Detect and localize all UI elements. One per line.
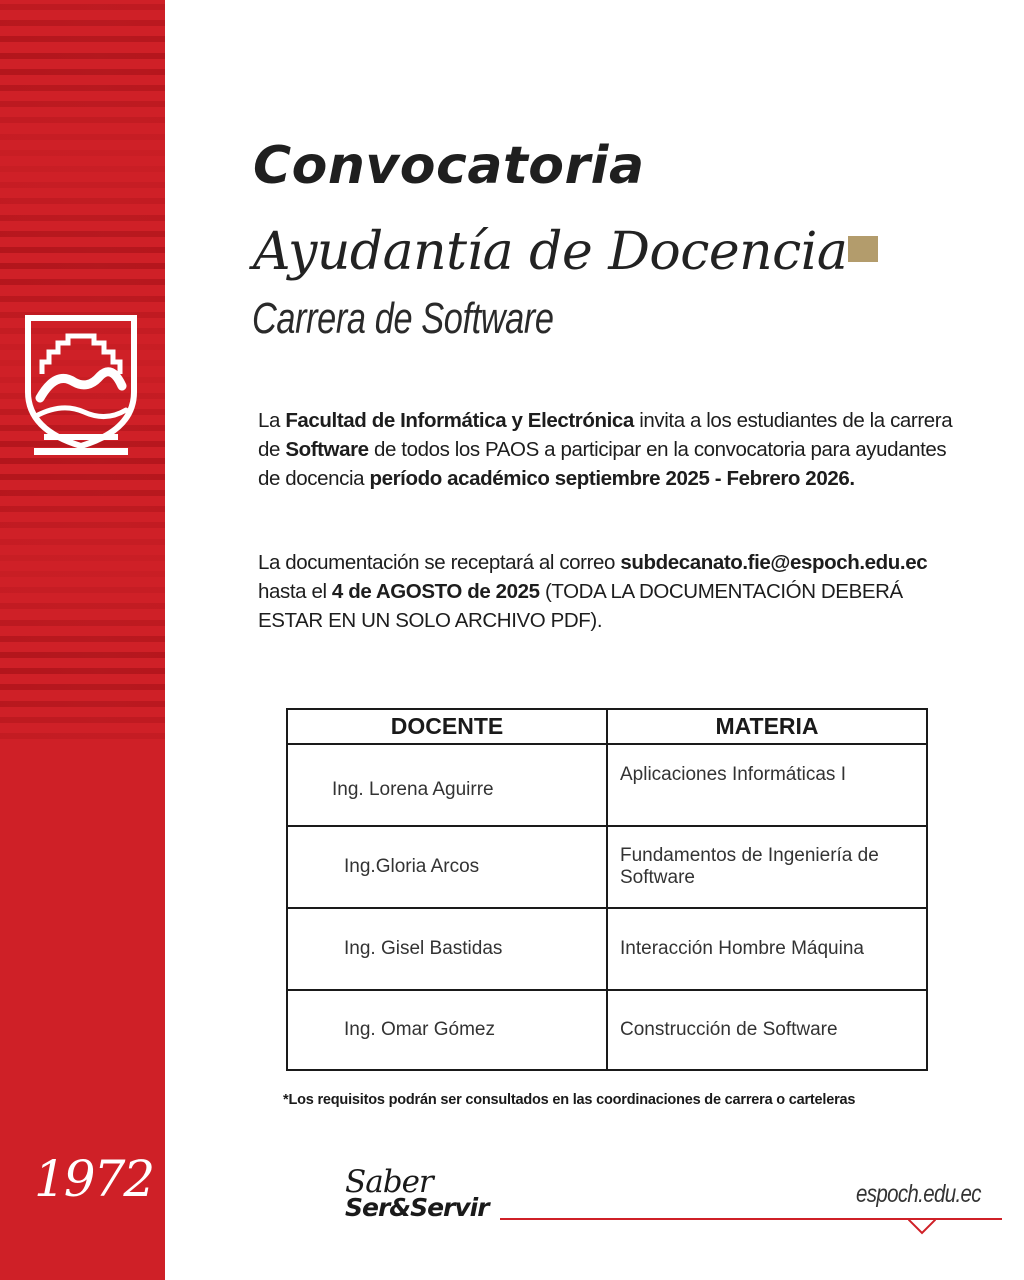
materia-name: Fundamentos de Ingeniería de Software [620, 845, 879, 888]
band-stripe [0, 247, 165, 253]
band-stripe [0, 231, 165, 237]
band-stripe [0, 652, 165, 658]
band-stripe [0, 603, 165, 609]
band-stripe [0, 701, 165, 707]
band-stripe [0, 85, 165, 91]
band-stripe [0, 36, 165, 42]
docente-cell [287, 990, 607, 1070]
page-title: Convocatoria [253, 136, 645, 196]
gold-accent-square [848, 236, 878, 262]
intro-text-1: La [258, 409, 286, 432]
slogan-line-2: Ser&Servir [345, 1193, 489, 1222]
band-stripe [0, 182, 165, 188]
band-stripe [0, 474, 165, 480]
intro-faculty: Facultad de Informática y Electrónica [285, 409, 634, 432]
website-link[interactable]: espoch.edu.ec [856, 1180, 981, 1208]
column-header-materia: MATERIA [607, 709, 927, 744]
band-stripe [0, 69, 165, 75]
band-stripe [0, 134, 165, 140]
intro-text-3: de todos los PAOS a participar en la convocatoria para ayudantes de docencia [258, 438, 947, 490]
band-stripe [0, 166, 165, 172]
band-stripe [0, 296, 165, 302]
requirements-note: *Los requisitos podrán ser consultados en las coordinaciones de carrera o carteleras [283, 1092, 856, 1108]
docente-cell [287, 826, 607, 908]
materia-cell [607, 990, 927, 1070]
contact-email-link[interactable]: subdecanato.fie@espoch.edu.ec [620, 551, 928, 574]
page-subtitle: Ayudantía de Docencia [253, 222, 848, 282]
band-stripe [0, 522, 165, 528]
slogan-line-1: Saber [345, 1164, 433, 1200]
materia-name: Aplicaciones Informáticas I [620, 764, 846, 785]
chevron-down-icon [908, 1219, 936, 1235]
docente-name: Ing.Gloria Arcos [344, 856, 480, 877]
band-stripe [0, 668, 165, 674]
docs-text-2: hasta el [258, 580, 332, 603]
side-band [0, 0, 165, 1280]
docs-text-1: La documentación se receptará al correo [258, 551, 621, 574]
intro-text-2: invita a los estudiantes de la carrera de [258, 409, 953, 461]
band-stripe [0, 215, 165, 221]
intro-career: Software [285, 438, 369, 461]
column-header-docente: DOCENTE [287, 709, 607, 744]
intro-period: período académico septiembre 2025 - Febrero 2026. [369, 467, 855, 490]
band-stripe [0, 539, 165, 545]
table-row [287, 826, 927, 908]
band-stripe [0, 636, 165, 642]
docente-cell [287, 744, 607, 826]
band-stripe [0, 571, 165, 577]
band-stripe [0, 555, 165, 561]
band-stripe [0, 263, 165, 269]
docente-cell [287, 908, 607, 990]
docente-name: Ing. Lorena Aguirre [332, 779, 494, 800]
band-stripe [0, 4, 165, 10]
docente-name: Ing. Gisel Bastidas [344, 938, 503, 959]
materia-name: Construcción de Software [620, 1019, 838, 1040]
shield-logo-icon [22, 312, 140, 462]
band-stripe [0, 20, 165, 26]
deadline-date: 4 de AGOSTO de 2025 [331, 580, 540, 603]
table-row [287, 990, 927, 1070]
intro-paragraph [258, 406, 970, 493]
materia-cell [607, 908, 927, 990]
materia-name: Interacción Hombre Máquina [620, 938, 864, 959]
docs-text-3: (TODA LA DOCUMENTACIÓN DEBERÁ ESTAR EN UN SOLO ARCHIVO PDF). [258, 580, 903, 632]
band-stripe [0, 587, 165, 593]
band-stripe [0, 620, 165, 626]
table-header-row [287, 709, 927, 744]
band-stripe [0, 490, 165, 496]
band-stripe [0, 506, 165, 512]
teachers-subjects-table [286, 708, 928, 1071]
band-stripe [0, 101, 165, 107]
materia-cell [607, 826, 927, 908]
band-stripe [0, 198, 165, 204]
documentation-paragraph [258, 548, 970, 635]
founding-year: 1972 [34, 1150, 154, 1208]
table-row [287, 744, 927, 826]
career-title: Carrera de Software [252, 294, 554, 343]
band-stripe [0, 117, 165, 123]
table-row [287, 908, 927, 990]
band-stripe [0, 150, 165, 156]
materia-cell [607, 744, 927, 826]
band-stripe [0, 733, 165, 739]
band-stripe [0, 717, 165, 723]
band-stripe [0, 684, 165, 690]
band-stripe [0, 279, 165, 285]
docente-name: Ing. Omar Gómez [344, 1019, 495, 1040]
band-stripe [0, 53, 165, 59]
